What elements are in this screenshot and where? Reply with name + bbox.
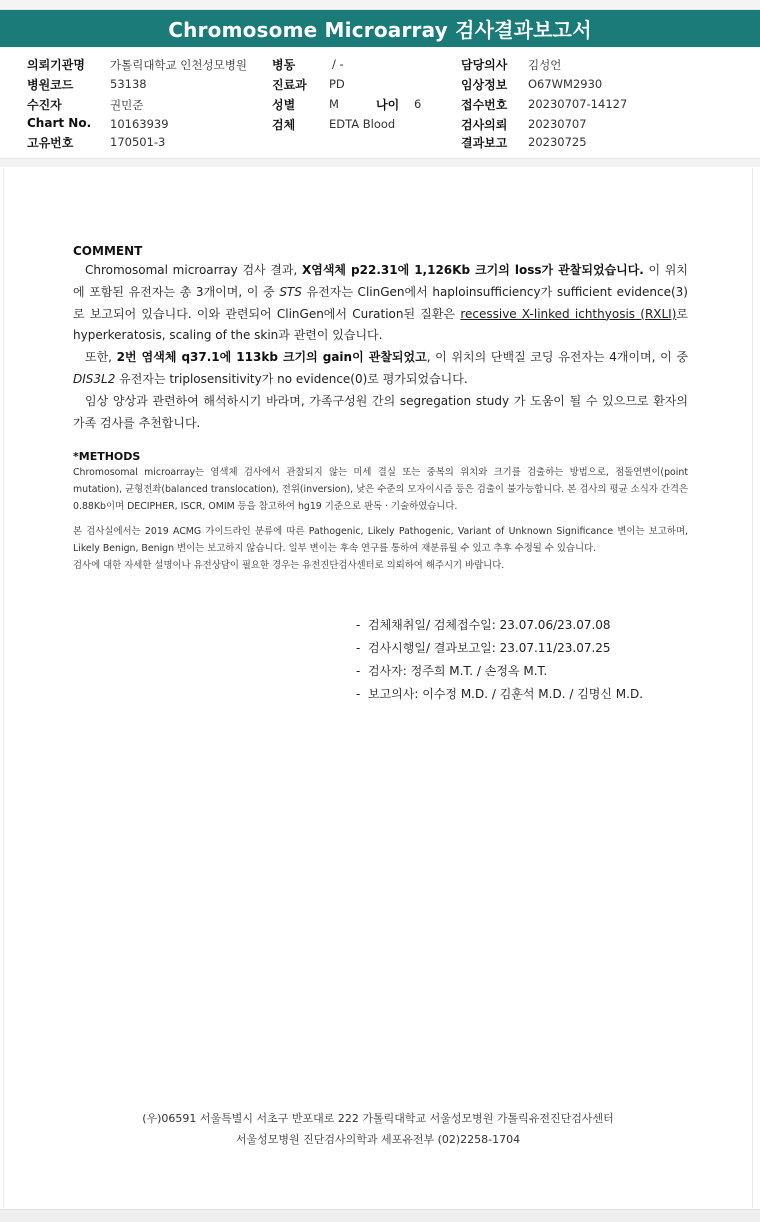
info-value-hospital-code: 53138 (110, 77, 147, 91)
comment-paragraph-3: 임상 양상과 관련하여 해석하시기 바라며, 가족구성원 간의 segregation study 가 도움이 될 수 있으므로 환자의 가족 검사를 추천합니다. (73, 393, 688, 430)
info-value-doctor: 김성언 (528, 58, 562, 72)
info-value-specimen: EDTA Blood (329, 117, 396, 131)
info-value-department: PD (329, 77, 345, 91)
signoff-text: 검사자: 정주희 M.T. / 손정옥 M.T. (368, 664, 548, 678)
comment-finding-loss: X염색체 p22.31에 1,126Kb 크기의 loss가 관찰되었습니다. (301, 263, 644, 277)
comment-text: 유전자는 ClinGen에서 haploinsufficiency가 sufficient evidence(3)로 보고되어 있습니다. 이와 관련되어 ClinGen에서 Curation된 질환은 (73, 284, 688, 321)
bottom-strip (0, 1209, 760, 1222)
signoff-text: 보고의사: 이수정 M.D. / 김훈석 M.D. / 김명신 M.D. (368, 687, 644, 701)
report-title: Chromosome Microarray 검사결과보고서 (0, 10, 760, 47)
info-label-ward: 병동 (272, 58, 296, 72)
comment-text: 이 위치에 포함된 유전자는 총 3개이며, 이 중 (73, 263, 688, 299)
footer-address: (우)06591 서울특별시 서초구 반포대로 222 가톨릭대학교 서울성모병원 가톨릭유전진단검사센터 (142, 1112, 614, 1125)
info-value-clinical-info: O67WM2930 (528, 77, 603, 91)
methods-body (73, 464, 688, 574)
info-label-accession-no: 접수번호 (461, 98, 508, 112)
signoff-text: 검사시행일/ 결과보고일: 23.07.11/23.07.25 (368, 641, 611, 655)
comment-body (73, 260, 688, 434)
info-label-patient: 수진자 (27, 98, 62, 112)
comment-paragraph-1 (73, 260, 688, 347)
info-value-patient: 권민준 (110, 98, 144, 112)
footer-department: 서울성모병원 진단검사의학과 세포유전부 (02)2258-1704 (235, 1133, 521, 1146)
report-footer (4, 1108, 752, 1150)
info-value-unique-no: 170501-3 (110, 135, 166, 149)
info-label-specimen: 검체 (272, 118, 296, 132)
signoff-text: 검체채취일/ 검체접수일: 23.07.06/23.07.08 (368, 618, 611, 632)
info-label-department: 진료과 (272, 78, 307, 92)
info-value-ward: / - (332, 57, 344, 71)
comment-text: 유전자는 triplosensitivity가 no evidence(0)로 평가되었습니다. (115, 371, 468, 386)
info-value-institution: 가톨릭대학교 인천성모병원 (110, 58, 247, 72)
info-label-age: 나이 (376, 98, 400, 112)
comment-text: 또한, (85, 350, 117, 365)
comment-heading: COMMENT (73, 244, 143, 258)
info-label-chart-no: Chart No. (27, 116, 92, 130)
report-page (3, 168, 753, 1208)
comment-text: , 이 위치의 단백질 코딩 유전자는 4개이며, 이 중 (426, 350, 688, 365)
info-value-chart-no: 10163939 (110, 117, 169, 131)
info-value-age: 6 (414, 97, 422, 111)
info-label-request-date: 검사의뢰 (461, 118, 508, 132)
comment-gene-sts: STS (279, 284, 302, 299)
comment-paragraph-2 (73, 347, 688, 391)
bullet-dash: - (356, 618, 361, 632)
methods-heading: *METHODS (73, 450, 141, 463)
signoff-row-technicians (356, 660, 643, 683)
info-label-hospital-code: 병원코드 (27, 78, 74, 92)
signoff-block (356, 614, 643, 706)
info-value-request-date: 20230707 (528, 117, 587, 131)
info-label-clinical-info: 임상정보 (461, 78, 508, 92)
comment-gene-dis3l2: DIS3L2 (73, 371, 116, 386)
bullet-dash: - (356, 664, 361, 678)
comment-finding-gain: 2번 염색체 q37.1에 113kb 크기의 gain이 관찰되었고 (116, 350, 427, 365)
comment-disease-rxli: recessive X-linked ichthyosis (RXLI) (460, 306, 677, 321)
bullet-dash: - (356, 687, 361, 701)
info-value-accession-no: 20230707-14127 (528, 97, 628, 111)
signoff-row-physicians (356, 683, 643, 706)
info-label-report-date: 결과보고 (461, 136, 508, 150)
comment-text: 로 hyperkeratosis, scaling of the skin과 관련이 있습니다. (73, 306, 689, 343)
comment-text: Chromosomal microarray 검사 결과, (85, 263, 302, 277)
signoff-row-test-dates (356, 637, 643, 660)
methods-paragraph-2: 본 검사실에서는 2019 ACMG 가이드라인 분류에 따른 Pathogenic, Likely Pathogenic, Variant of Unknown Significance 변이는 보고하며, Likely Benign, Benign 변이는 보고하지 않습니다. 일부 변이는 후속 연구를 통하여 재분류될 수 있고 추후 수정될 수 있습니다. (73, 526, 688, 554)
info-value-sex: M (329, 97, 339, 111)
top-strip (0, 0, 760, 10)
methods-paragraph-3: 검사에 대한 자세한 설명이나 유전상담이 필요한 경우는 유전진단검사센터로 의뢰하여 해주시기 바랍니다. (73, 560, 505, 571)
header-divider (0, 158, 760, 167)
info-label-doctor: 담당의사 (461, 58, 508, 72)
patient-info (0, 54, 760, 158)
signoff-row-specimen-dates (356, 614, 643, 637)
info-label-institution: 의뢰기관명 (27, 58, 85, 72)
bullet-dash: - (356, 641, 361, 655)
methods-paragraph-1: Chromosomal microarray는 염색체 검사에서 관찰되지 않는 미세 결실 또는 중복의 위치와 크기를 검출하는 방법으로, 점돌연변이(point mutation), 균형전좌(balanced translocation), 전위(inversion), 낮은 수준의 모자이시즘 등은 검출이 불가능합니다. 본 검사의 평균 소식자 간격은 0.88Kb이며 DECIPHER, ISCR, OMIM 등을 참고하여 hg19 기준으로 판독 · 기술하였습니다. (73, 467, 688, 512)
info-label-unique-no: 고유번호 (27, 136, 74, 150)
info-label-sex: 성별 (272, 98, 296, 112)
info-value-report-date: 20230725 (528, 135, 587, 149)
